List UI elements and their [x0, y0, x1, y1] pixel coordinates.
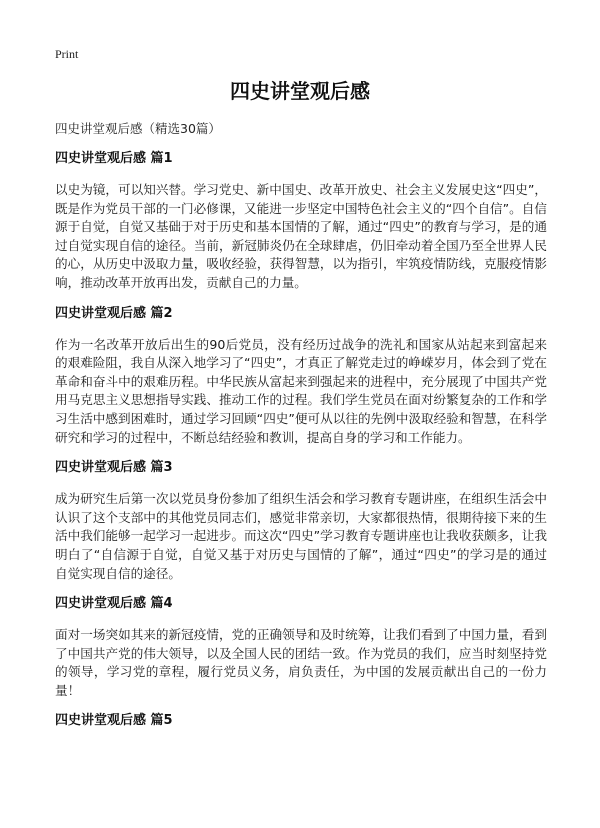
essay-section-4	[55, 595, 547, 700]
essay-section-1	[55, 150, 547, 293]
section-body: 面对一场突如其来的新冠疫情，党的正确领导和及时统筹，让我们看到了中国力量，看到了中国共产党的伟大领导，以及全国人民的团结一致。作为党员的我们，应当时刻坚持党的领导，学习党的章程，履行党员义务，肩负责任，为中国的发展贡献出自己的一份力量！	[55, 627, 547, 698]
section-body: 成为研究生后第一次以党员身份参加了组织生活会和学习教育专题讲座，在组织生活会中认识了这个支部中的其他党员同志们，感觉非常亲切，大家都很热情，很期待接下来的生活中我们能够一起学习一起进步。而这次“四史”学习教育专题讲座也让我收获颇多，让我明白了“自信源于自觉，自觉又基于对历史与国情的了解”，通过“四史”的学习是的通过自觉实现自信的途径。	[55, 491, 547, 581]
print-label: Print	[55, 47, 79, 61]
document-content	[55, 120, 547, 743]
essay-section-3	[55, 459, 547, 583]
section-heading: 四史讲堂观后感 篇3	[55, 460, 173, 476]
section-body: 作为一名改革开放后出生的90后党员，没有经历过战争的洗礼和国家从站起来到富起来的艰难险阻，我自从深入地学习了“四史”，才真正了解党走过的峥嵘岁月，体会到了党在革命和奋斗中的艰难历程。中华民族从富起来到强起来的进程中，充分展现了中国共产党用马克思主义思想指导实践、推动工作的过程。我们学生党员在面对纷繁复杂的工作和学习生活中感到困难时，通过学习回顾“四史”便可从以往的先例中汲取经验和智慧，在科学研究和学习的过程中，不断总结经验和教训，提高自身的学习和工作能力。	[55, 336, 547, 445]
section-body: 以史为镜，可以知兴替。学习党史、新中国史、改革开放史、社会主义发展史这“四史”，既是作为党员干部的一门必修课，又能进一步坚定中国特色社会主义的“四个自信”。自信源于自觉，自觉又基础于对于历史和基本国情的了解，通过“四史”的教育与学习，是的通过自觉实现自信的途径。当前，新冠肺炎仍在全球肆虐，仍旧牵动着全国乃至全世界人民的心，从历史中汲取力量，吸收经验，获得智慧，以为指引，牢筑疫情防线，克服疫情影响，推动改革开放再出发，贡献自己的力量。	[55, 182, 547, 290]
section-heading: 四史讲堂观后感 篇1	[55, 151, 173, 166]
document-subtitle: 四史讲堂观后感（精选30篇）	[55, 121, 221, 136]
essay-section-2	[55, 305, 547, 448]
section-heading: 四史讲堂观后感 篇5	[55, 713, 173, 729]
document-title: 四史讲堂观后感	[230, 79, 370, 103]
section-heading: 四史讲堂观后感 篇4	[55, 596, 173, 612]
section-heading: 四史讲堂观后感 篇2	[55, 305, 173, 321]
essay-section-5	[55, 712, 547, 730]
